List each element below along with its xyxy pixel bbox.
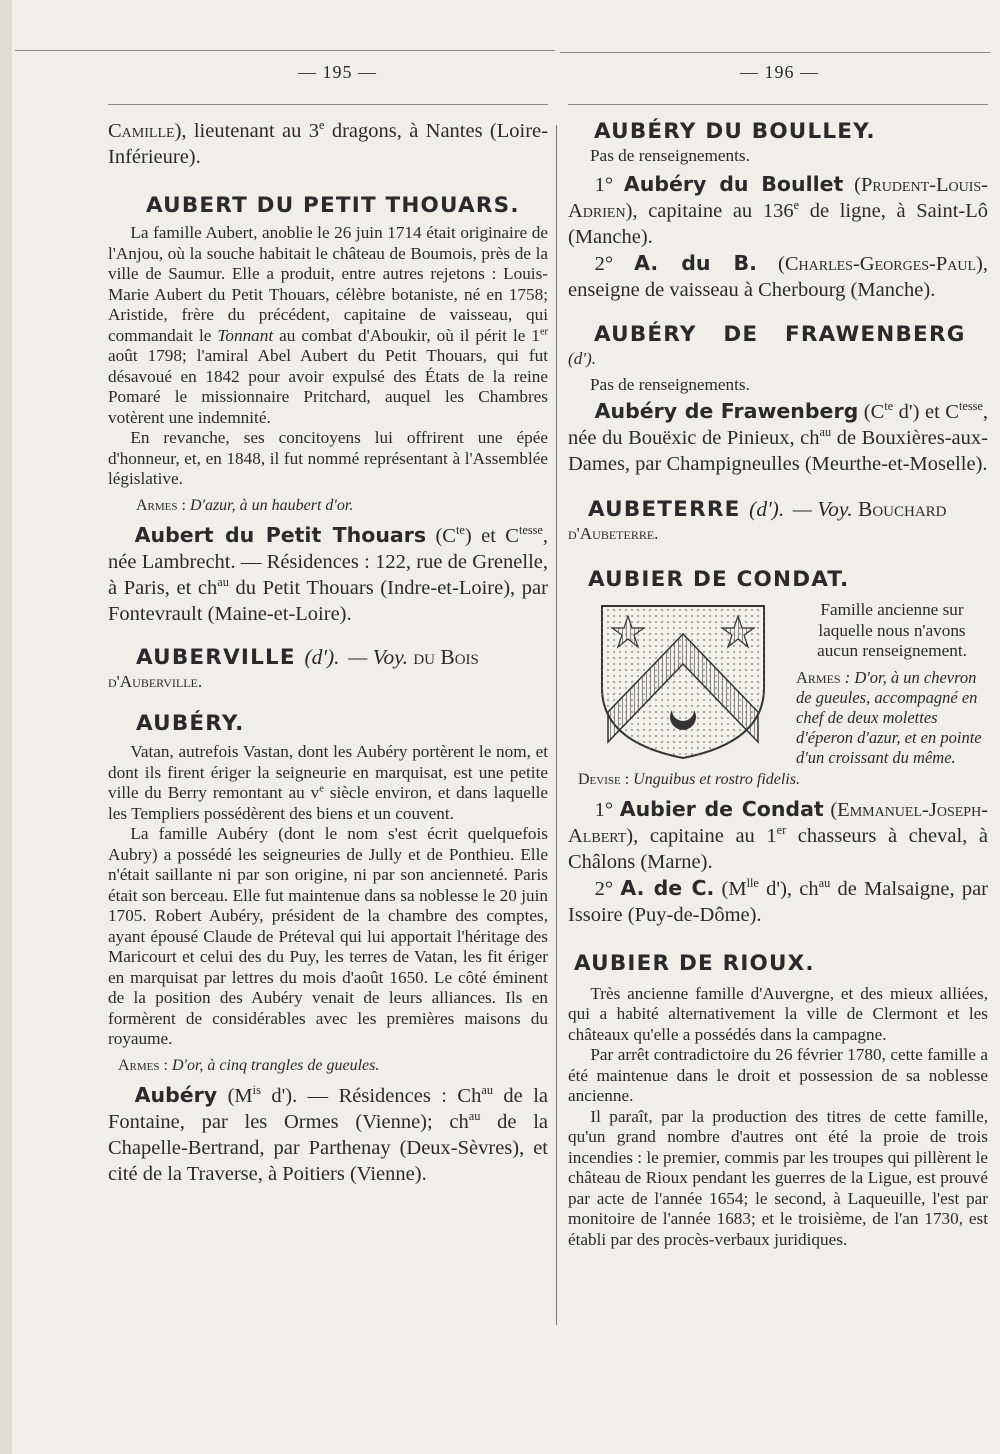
left-column [108, 118, 548, 1187]
thouars-arms: Armes : D'azur, à un haubert d'or. [136, 496, 354, 514]
aubeterre-ref: d'Aubeterre. [568, 523, 659, 543]
frawenberg-note: Pas de renseignements. [590, 375, 750, 394]
condat-block [568, 600, 988, 768]
aubery-paragraph-2: La famille Aubéry (dont le nom s'est écrit quelquefois Aubry) a possédé les seigneuries de Jully et de Ponthieu. Elle n'était saillante ni par son origine, ni par son ancienneté. Paris était son berceau. Elle fut maintenue dans sa noblesse le 20 juin 1705. Robert Aubéry, président de la chambre des comptes, ayant épousé Claude de Préteval qui lui apportait l'héritage des Maricourt et celui des du Puy, les terres de Vatan, les fit ériger en marquisat par lettres du mois d'août 1650. Le côté éminent de la position des Aubéry venait de leurs alliances. Ils en formèrent de considérables avec les premières maisons du royaume. [108, 824, 548, 1048]
heading-aubery-du-boulley: AUBÉRY DU BOULLEY. [594, 119, 876, 144]
shield-svg [594, 602, 774, 762]
page-gutter [0, 0, 12, 1454]
coat-of-arms-icon [594, 602, 784, 762]
aubery-entry: Aubéry ($M^{is}$ d'). — Résidences : $Ch^{au}$ de la Fontaine, par les Ormes (Vienne); $ch^{au}$ de la Chapelle-Bertrand, par Parthenay (Deux-Sèvres), et cité de la Traverse, à Poitiers (Vienne). [108, 1082, 549, 1185]
frawenberg-d: (d'). [568, 348, 597, 368]
condat-devise: Devise : Unguibus et rostro fidelis. [578, 770, 800, 788]
page-number-right: — 196 — [740, 62, 819, 82]
top-rule-left [15, 50, 555, 51]
page-number-left: — 195 — [298, 62, 377, 82]
header-rule-right [568, 104, 988, 105]
heading-aubery-de-frawenberg: AUBÉRY DE FRAWENBERG [594, 321, 966, 347]
top-rule-right [560, 52, 990, 53]
heading-aubert-du-petit-thouars: AUBERT DU PETIT THOUARS. [146, 193, 520, 218]
boulley-note: Pas de renseignements. [590, 146, 750, 165]
heading-aubeterre: AUBETERRE (d'). — Voy. Bouchard [588, 496, 947, 522]
aubery-paragraph-1: Vatan, autrefois Vastan, dont les Aubéry portèrent le nom, et dont ils firent ériger la seigneurie en marquisat, est une petite ville du Berry remontant au $v^e$ siècle environ, et dans laquelle les Templiers possédèrent des biens et un couvent. [108, 742, 548, 823]
column-separator [556, 125, 557, 1325]
condat-arms: Armes : D'or, à un chevron de gueules, accompagné en chef de deux molettes d'éperon d'azur, et en pointe d'un croissant du même. [796, 667, 982, 767]
thouars-paragraph-2: En revanche, ses concitoyens lui offrirent une épée d'honneur, et, en 1848, il fut nommé représentant à l'Assemblée législative. [108, 428, 548, 488]
header-rule-left [108, 104, 548, 105]
thouars-entry: Aubert du Petit Thouars $(C^{te})$ et $C^{tesse}$, née Lambrecht. — Résidences : 122, rue de Grenelle, à Paris, et $ch^{au}$ du Petit Thouars (Indre-et-Loire), par Fontevrault (Maine-et-Loire). [108, 522, 548, 625]
heading-aubier-de-rioux: AUBIER DE RIOUX. [574, 950, 815, 976]
frawenberg-entry: Aubéry de Frawenberg ($C^{te}$ d') et $C^{tesse}$, née du Bouëxic de Pinieux, $ch^{au}$ de Bouxières-aux-Dames, par Champigneulles (Meurthe-et-Moselle). [568, 398, 989, 475]
condat-entry-2: 2° A. de C. ($M^{lle}$ d'), $ch^{au}$ de Malsaigne, par Issoire (Puy-de-Dôme). [568, 875, 989, 926]
rioux-paragraph-3: Il paraît, par la production des titres de cette famille, qu'un grand nombre d'autres ont été la proie de trois incendies : le premier, commis par les troupes qui pillèrent le château de Rioux pendant les guerres de la Ligue, est prouvé par acte de l'année 1654; le second, à Laqueuille, l'est par monitoire de l'année 1683; et le troisième, de l'an 1730, est établi par des procès-verbaux juridiques. [568, 1106, 988, 1249]
heading-auberville: AUBERVILLE (d'). — Voy. du Bois [136, 644, 479, 670]
heading-aubier-de-condat: AUBIER DE CONDAT. [588, 567, 850, 592]
continuation-text: Camille), lieutenant au 3e dragons, à Nantes (Loire-Inférieure). [108, 118, 548, 168]
condat-entry-1: 1° Aubier de Condat (Emmanuel-Joseph-Albert), capitaine au 1er chasseurs à cheval, à Châlons (Marne). [568, 796, 988, 873]
thouars-paragraph-1: La famille Aubert, anoblie le 26 juin 1714 était originaire de l'Anjou, où la souche habitait le château de Boumois, près de la ville de Saumur. Elle a produit, entre autres rejetons : Louis-Marie Aubert du Petit Thouars, célèbre botaniste, né en 1758; Aristide, frère du précédent, capitaine de vaisseau, qui commandait le Tonnant au combat d'Aboukir, où il périt le 1er août 1798; l'amiral Abel Aubert du Petit Thouars, qui fut désavoué en 1842 pour avoir expulsé des États de la reine Pomaré le missionnaire Pritchard, auquel les Chambres votèrent une indemnité. [108, 223, 548, 427]
auberville-ref: d'Auberville. [108, 671, 203, 691]
right-column [568, 118, 988, 1250]
boulley-entry-1: 1° Aubéry du Boullet (Prudent-Louis-Adrien), capitaine au 136e de ligne, à Saint-Lô (Manche). [568, 171, 988, 248]
heading-aubery: AUBÉRY. [136, 711, 245, 736]
rioux-paragraph-1: Très ancienne famille d'Auvergne, et des mieux alliées, qui a habité alternativement la ville de Clermont et les châteaux qu'elle a possédés dans la campagne. [568, 983, 988, 1044]
rioux-paragraph-2: Par arrêt contradictoire du 26 février 1780, cette famille a été maintenue dans le droit et possession de sa noblesse ancienne. [568, 1045, 988, 1105]
boulley-entry-2: 2° A. du B. (Charles-Georges-Paul), enseigne de vaisseau à Cherbourg (Manche). [568, 250, 988, 301]
aubery-arms: Armes : D'or, à cinq trangles de gueules. [118, 1056, 380, 1074]
condat-family-note: Famille ancienne sur laquelle nous n'avons aucun renseignement. [817, 600, 967, 660]
